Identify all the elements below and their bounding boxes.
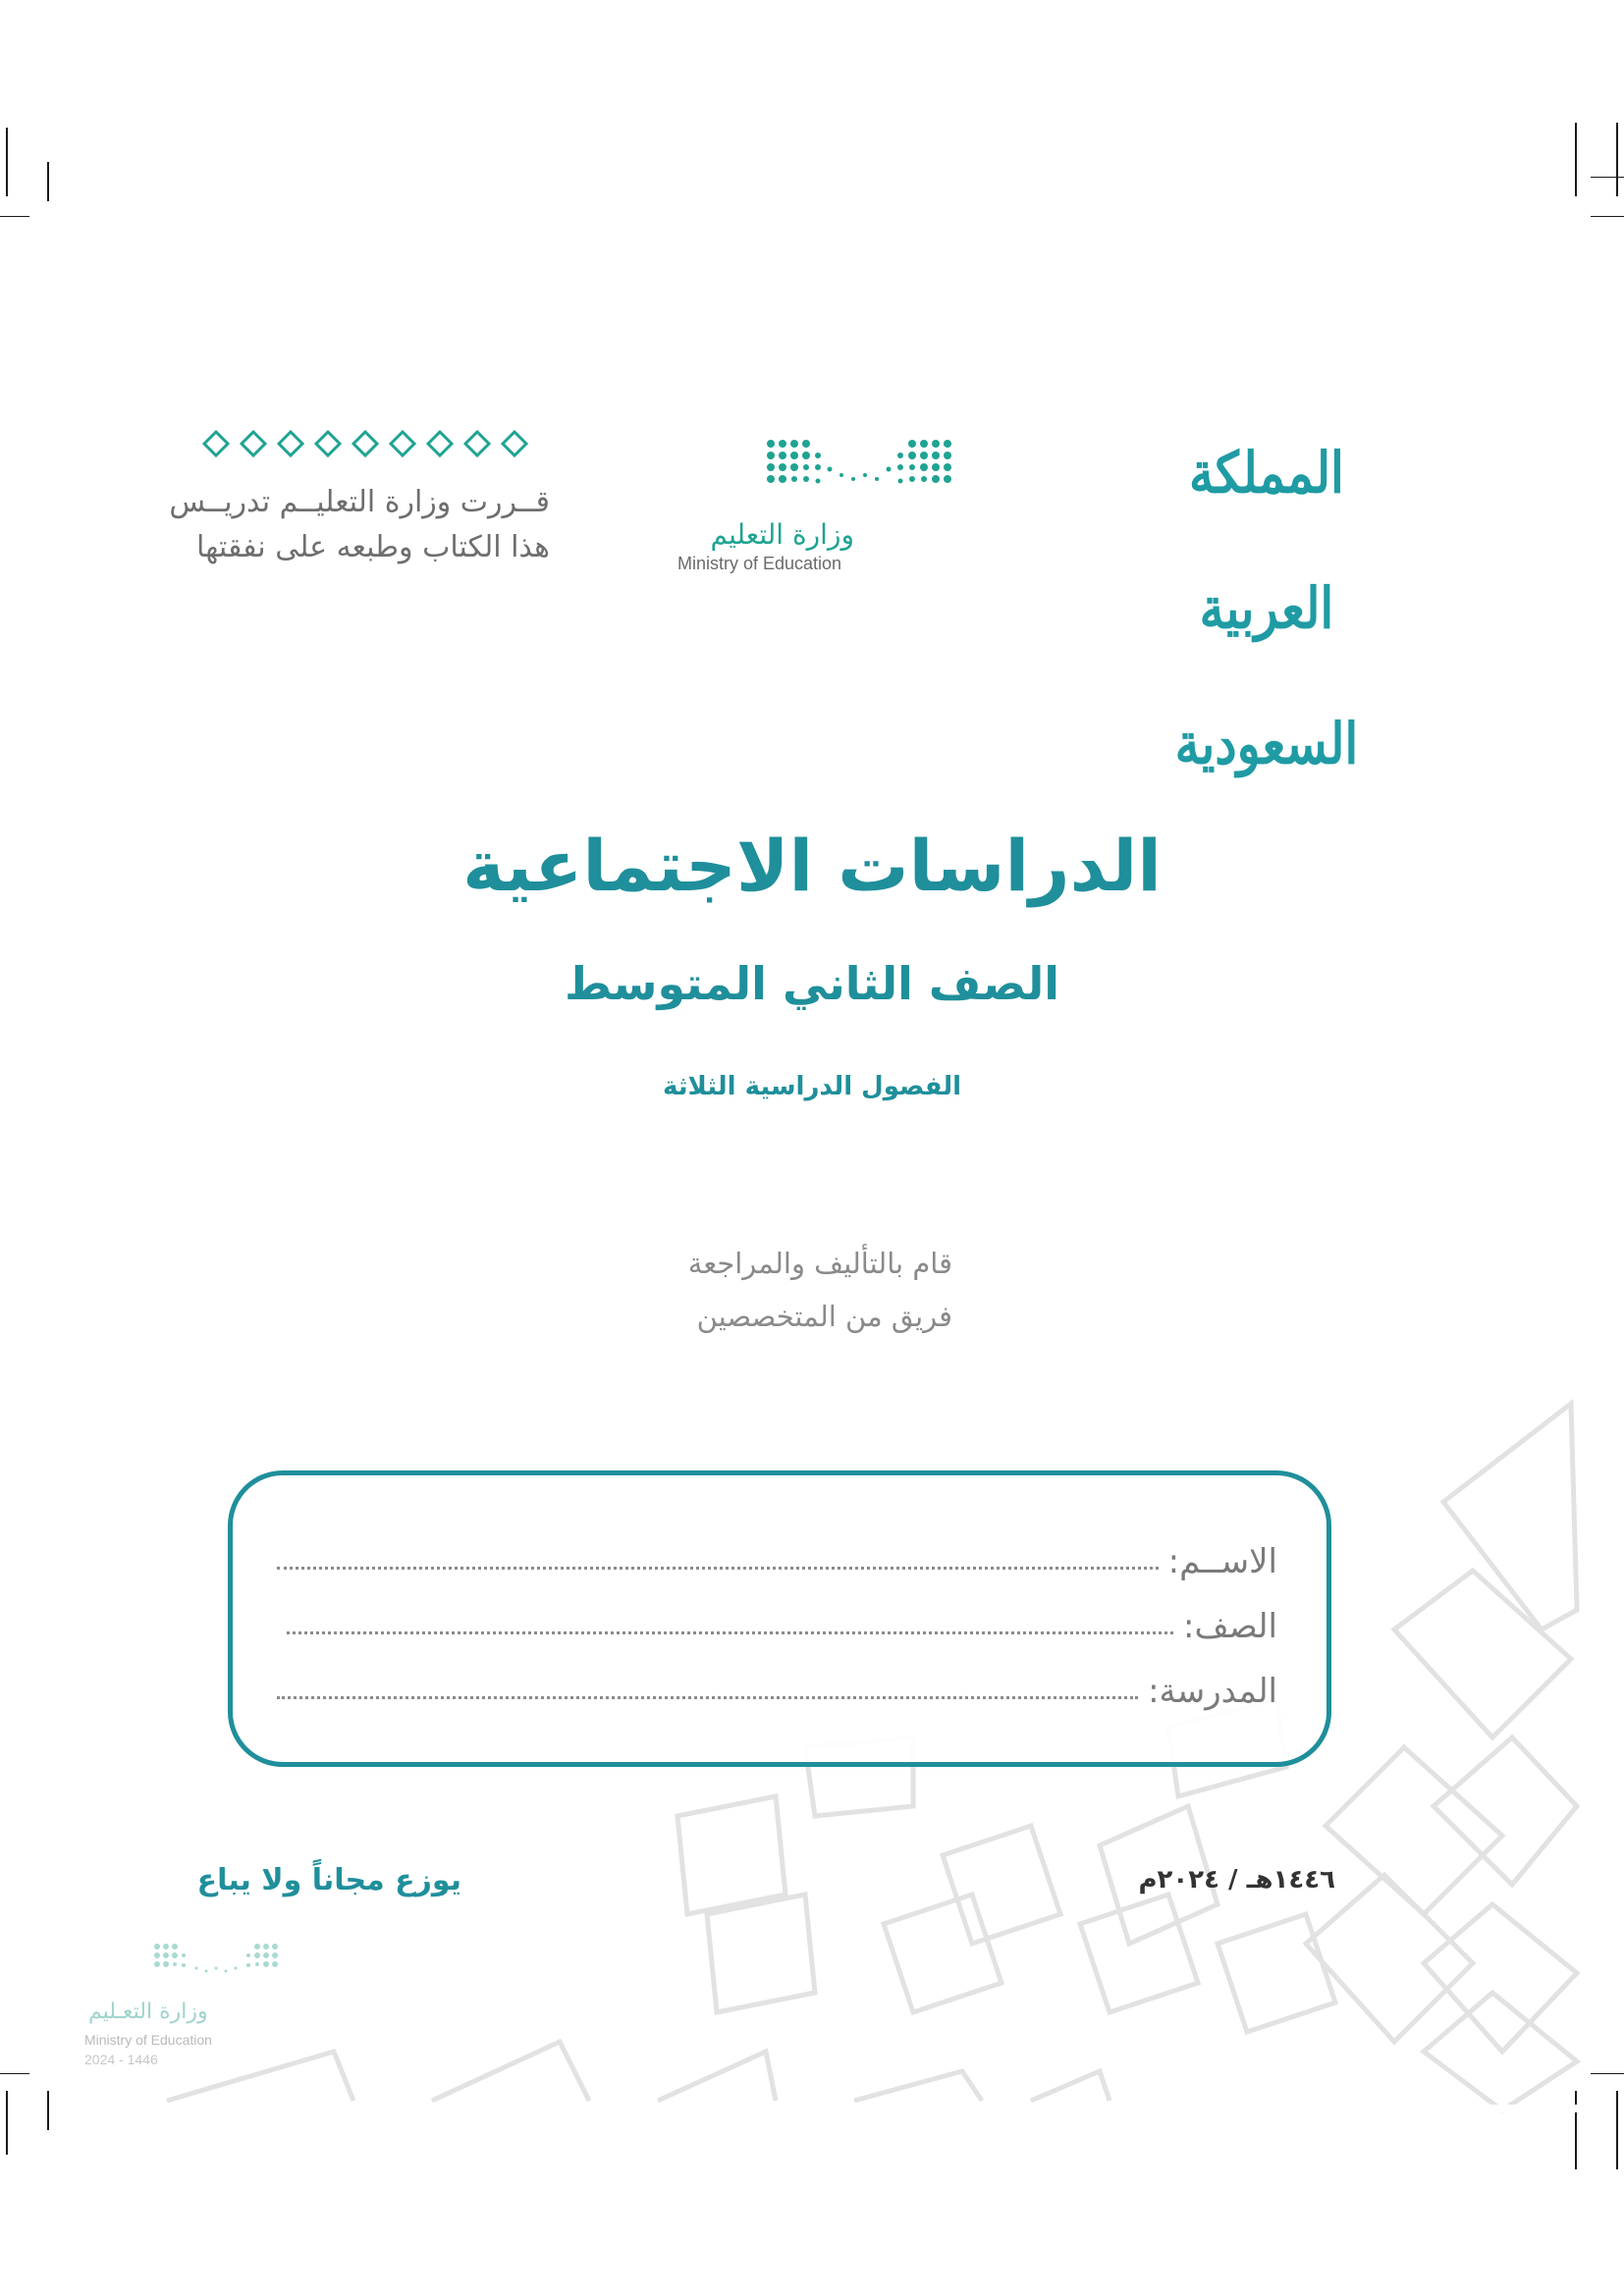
authors-line-2: فريق من المتخصصين	[696, 1300, 952, 1333]
approval-line-1: قــررت وزارة التعليــم تدريــس	[169, 485, 550, 519]
school-field[interactable]	[277, 1696, 1138, 1699]
student-info-box	[228, 1470, 1331, 1767]
ministry-name-en: Ministry of Education	[677, 554, 842, 573]
authors-line-1: قام بالتأليف والمراجعة	[687, 1247, 952, 1280]
class-row	[287, 1591, 1277, 1646]
grade-title: الصف الثاني المتوسط	[564, 957, 1060, 1010]
ministry-dots-small-icon	[147, 1939, 304, 1988]
approval-statement	[169, 424, 560, 571]
school-row	[277, 1656, 1277, 1711]
diamonds-icon	[187, 424, 560, 463]
class-field[interactable]	[287, 1631, 1173, 1634]
approval-line-2: هذا الكتاب وطبعه على نفقتها	[195, 530, 550, 564]
name-field[interactable]	[277, 1567, 1159, 1570]
name-row	[277, 1526, 1277, 1581]
subject-title: الدراسات الاجتماعية	[462, 825, 1162, 907]
terms-subtitle: الفصول الدراسية الثلاثة	[662, 1072, 962, 1101]
edition-date: ١٤٤٦هـ / ٢٠٢٤م	[1138, 1865, 1335, 1895]
ministry-small-name-en: Ministry of Education	[84, 2032, 212, 2048]
free-distribution-note: يوزع مجاناً ولا يباع	[196, 1863, 461, 1897]
ministry-small-years: 2024 - 1446	[84, 2052, 158, 2067]
class-label: الصف:	[1183, 1607, 1277, 1646]
authors-credit	[589, 1237, 952, 1343]
school-label: المدرسة:	[1148, 1672, 1277, 1711]
ministry-name-ar: وزارة التعليم	[710, 518, 854, 551]
kingdom-logo-text: المملكة العربية السعودية	[1174, 439, 1359, 777]
ministry-logo-small	[79, 1939, 304, 2076]
ministry-logo	[668, 432, 962, 579]
kingdom-logo	[1119, 432, 1414, 777]
ministry-dots-icon	[668, 432, 962, 510]
name-label: الاســم:	[1167, 1542, 1277, 1581]
ministry-small-name-ar: وزارة التعـليم	[88, 2000, 208, 2024]
